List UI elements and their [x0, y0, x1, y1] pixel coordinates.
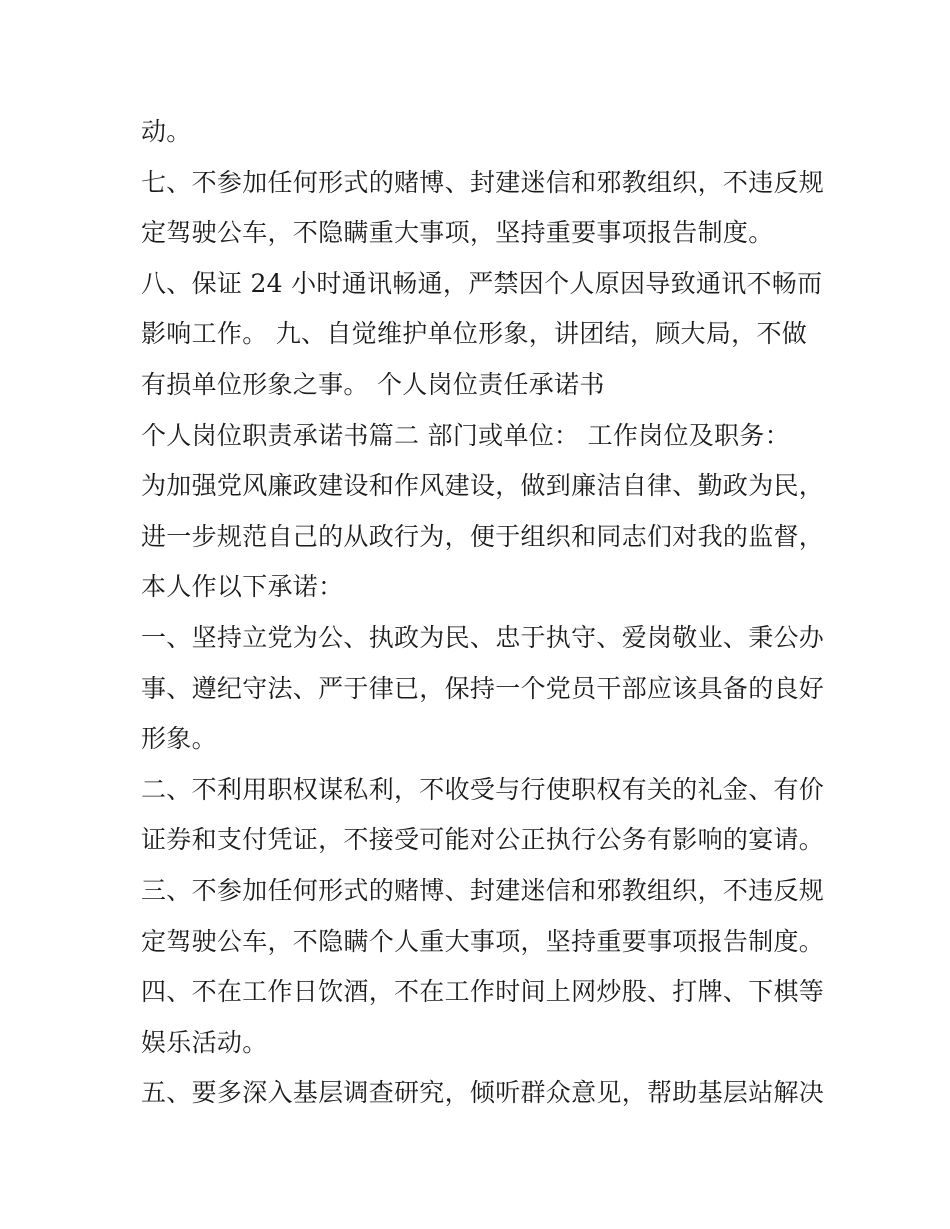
text-line: 八、保证 24 小时通讯畅通，严禁因个人原因导致通讯不畅而	[141, 268, 823, 298]
text-line: 影响工作。 九、自觉维护单位形象，讲团结，顾大局，不做	[141, 319, 808, 349]
text-line: 为加强党风廉政建设和作风建设，做到廉洁自律、勤政为民，	[141, 471, 825, 501]
document-body	[141, 107, 831, 1119]
text-line: 娱乐活动。	[141, 1027, 268, 1057]
text-line: 二、不利用职权谋私利，不收受与行使职权有关的礼金、有价	[141, 774, 825, 804]
text-line: 三、不参加任何形式的赌博、封建迷信和邪教组织，不违反规	[141, 875, 825, 905]
text-line: 事、遵纪守法、严于律已，保持一个党员干部应该具备的良好	[141, 673, 825, 703]
text-line: 本人作以下承诺：	[141, 572, 344, 602]
text-line: 四、不在工作日饮酒，不在工作时间上网炒股、打牌、下棋等	[141, 977, 825, 1007]
text-line: 有损单位形象之事。 个人岗位责任承诺书	[141, 369, 605, 399]
text-line: 个人岗位职责承诺书篇二 部门或单位： 工作岗位及职务：	[141, 420, 790, 450]
text-line: 五、要多深入基层调查研究，倾听群众意见，帮助基层站解决	[141, 1078, 825, 1108]
text-line: 一、坚持立党为公、执政为民、忠于执守、爱岗敬业、秉公办	[141, 622, 825, 652]
text-line: 定驾驶公车，不隐瞒重大事项，坚持重要事项报告制度。	[141, 218, 774, 248]
text-line: 证券和支付凭证，不接受可能对公正执行公务有影响的宴请。	[141, 825, 825, 855]
text-line: 进一步规范自己的从政行为，便于组织和同志们对我的监督，	[141, 521, 825, 551]
text-line: 七、不参加任何形式的赌博、封建迷信和邪教组织，不违反规	[141, 167, 825, 197]
text-line: 动。	[141, 117, 192, 146]
text-line: 形象。	[141, 724, 217, 754]
text-line: 定驾驶公车，不隐瞒个人重大事项，坚持重要事项报告制度。	[141, 926, 825, 956]
